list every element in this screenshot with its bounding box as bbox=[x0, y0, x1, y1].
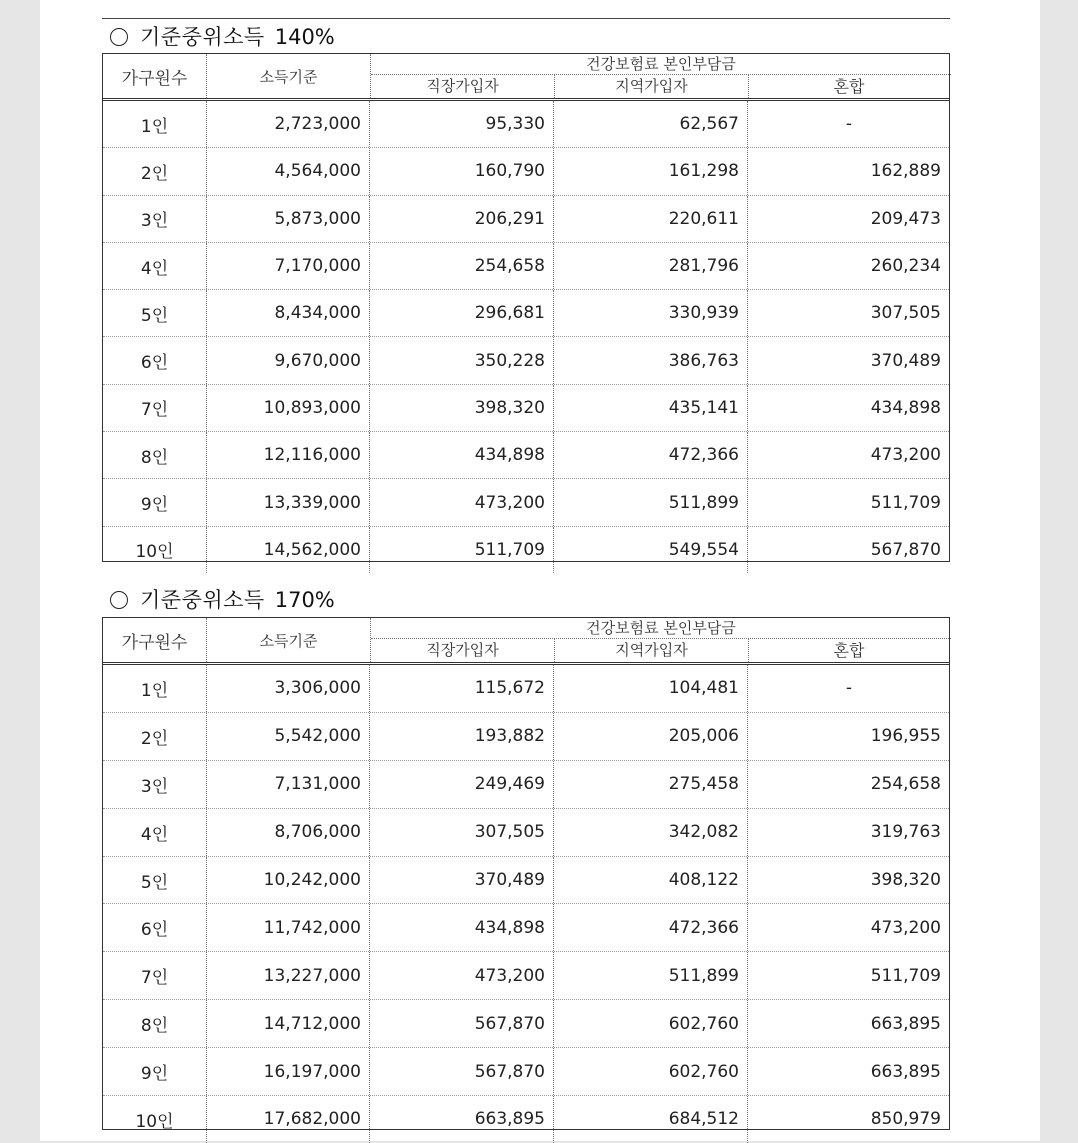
header-premium-title: 건강보험료 본인부담금 bbox=[371, 618, 951, 639]
header-household: 가구원수 bbox=[103, 54, 207, 98]
header-household: 가구원수 bbox=[103, 618, 207, 662]
cell-regional: 161,298 bbox=[555, 148, 748, 194]
table-header bbox=[103, 54, 949, 101]
cell-income: 14,712,000 bbox=[207, 1000, 370, 1047]
cell-employee: 307,505 bbox=[371, 809, 554, 856]
cell-employee: 115,672 bbox=[371, 665, 554, 712]
cell-employee: 473,200 bbox=[371, 479, 554, 525]
cell-employee: 193,882 bbox=[371, 713, 554, 760]
cell-household: 2인 bbox=[103, 713, 207, 760]
cell-mixed: 398,320 bbox=[870, 870, 941, 890]
cell-regional: 275,458 bbox=[555, 761, 748, 808]
cell-employee: 249,469 bbox=[371, 761, 554, 808]
header-income: 소득기준 bbox=[207, 54, 371, 98]
cell-employee: 160,790 bbox=[371, 148, 554, 194]
header-mixed: 혼합 bbox=[833, 77, 865, 96]
circle-bullet-icon bbox=[110, 591, 128, 609]
section-title-170 bbox=[110, 585, 335, 615]
cell-income: 10,242,000 bbox=[207, 857, 370, 904]
cell-income: 7,131,000 bbox=[207, 761, 370, 808]
cell-mixed: 850,979 bbox=[870, 1109, 941, 1130]
table-row bbox=[103, 385, 949, 432]
cell-regional: 602,760 bbox=[555, 1048, 748, 1095]
section-percent: 140% bbox=[274, 25, 335, 49]
cell-income: 13,339,000 bbox=[207, 479, 370, 525]
cell-regional: 549,554 bbox=[555, 527, 748, 573]
cell-employee: 567,870 bbox=[371, 1000, 554, 1047]
income-table-170 bbox=[102, 617, 950, 1130]
cell-mixed: 370,489 bbox=[870, 350, 941, 371]
cell-income: 8,434,000 bbox=[207, 290, 370, 336]
cell-income: 17,682,000 bbox=[207, 1096, 370, 1143]
cell-income: 8,706,000 bbox=[207, 809, 370, 856]
cell-employee: 254,658 bbox=[371, 243, 554, 289]
cell-household: 4인 bbox=[103, 243, 207, 289]
table-row bbox=[103, 337, 949, 384]
cell-income: 4,564,000 bbox=[207, 148, 370, 194]
cell-employee: 206,291 bbox=[371, 196, 554, 242]
table-body bbox=[103, 101, 949, 573]
cell-mixed: 307,505 bbox=[870, 303, 941, 324]
cell-income: 13,227,000 bbox=[207, 952, 370, 999]
cell-household: 1인 bbox=[103, 101, 207, 147]
table-row bbox=[103, 904, 949, 952]
header-regional: 지역가입자 bbox=[555, 639, 749, 662]
cell-household: 7인 bbox=[103, 952, 207, 999]
cell-employee: 473,200 bbox=[371, 952, 554, 999]
cell-employee: 398,320 bbox=[371, 385, 554, 431]
cell-income: 2,723,000 bbox=[207, 101, 370, 147]
cell-household: 4인 bbox=[103, 809, 207, 856]
cell-regional: 602,760 bbox=[555, 1000, 748, 1047]
table-row bbox=[103, 1096, 949, 1143]
cell-regional: 281,796 bbox=[555, 243, 748, 289]
income-table-140 bbox=[102, 53, 950, 562]
cell-income: 5,542,000 bbox=[207, 713, 370, 760]
table-row bbox=[103, 243, 949, 290]
cell-household: 5인 bbox=[103, 290, 207, 336]
table-row bbox=[103, 952, 949, 1000]
cell-household: 6인 bbox=[103, 904, 207, 951]
circle-bullet-icon bbox=[110, 28, 128, 46]
cell-household: 9인 bbox=[103, 479, 207, 525]
cell-mixed: - bbox=[845, 678, 853, 699]
cell-income: 9,670,000 bbox=[207, 337, 370, 383]
cell-mixed: 473,200 bbox=[870, 917, 941, 938]
cell-household: 3인 bbox=[103, 196, 207, 242]
table-body bbox=[103, 665, 949, 1143]
cell-regional: 435,141 bbox=[555, 385, 748, 431]
section-percent: 170% bbox=[274, 588, 335, 612]
cell-employee: 567,870 bbox=[371, 1048, 554, 1095]
cell-mixed: 473,200 bbox=[870, 445, 941, 466]
table-row bbox=[103, 148, 949, 195]
cell-regional: 62,567 bbox=[555, 101, 748, 147]
table-row bbox=[103, 761, 949, 809]
cell-household: 1인 bbox=[103, 665, 207, 712]
cell-income: 16,197,000 bbox=[207, 1048, 370, 1095]
cell-mixed: 567,870 bbox=[870, 539, 941, 560]
table-row bbox=[103, 432, 949, 479]
cell-regional: 342,082 bbox=[555, 809, 748, 856]
section-title-140 bbox=[110, 22, 335, 52]
cell-employee: 511,709 bbox=[371, 527, 554, 573]
table-header bbox=[103, 618, 949, 665]
table-row bbox=[103, 196, 949, 243]
cell-household: 10인 bbox=[103, 527, 207, 573]
cell-household: 10인 bbox=[103, 1096, 207, 1143]
cell-household: 3인 bbox=[103, 761, 207, 808]
header-income: 소득기준 bbox=[207, 618, 371, 662]
header-mixed: 혼합 bbox=[833, 641, 865, 660]
cell-mixed: 209,473 bbox=[870, 208, 941, 229]
cell-regional: 104,481 bbox=[555, 665, 748, 712]
cell-income: 5,873,000 bbox=[207, 196, 370, 242]
header-premium-title: 건강보험료 본인부담금 bbox=[371, 54, 951, 75]
cell-regional: 684,512 bbox=[555, 1096, 748, 1143]
cell-mixed: 162,889 bbox=[870, 161, 941, 182]
cell-regional: 511,899 bbox=[555, 952, 748, 999]
cell-household: 8인 bbox=[103, 432, 207, 478]
cell-household: 5인 bbox=[103, 857, 207, 904]
table-row bbox=[103, 101, 949, 148]
cell-income: 10,893,000 bbox=[207, 385, 370, 431]
cell-mixed: 196,955 bbox=[870, 726, 941, 747]
cell-regional: 386,763 bbox=[555, 337, 748, 383]
cell-regional: 472,366 bbox=[555, 904, 748, 951]
cell-employee: 296,681 bbox=[371, 290, 554, 336]
table-row bbox=[103, 713, 949, 761]
cell-household: 8인 bbox=[103, 1000, 207, 1047]
cell-mixed: 319,763 bbox=[870, 822, 941, 843]
table-row bbox=[103, 1048, 949, 1096]
cell-income: 3,306,000 bbox=[207, 665, 370, 712]
cell-income: 7,170,000 bbox=[207, 243, 370, 289]
cell-employee: 95,330 bbox=[371, 101, 554, 147]
header-regional: 지역가입자 bbox=[555, 75, 749, 98]
cell-income: 14,562,000 bbox=[207, 527, 370, 573]
table-row bbox=[103, 1000, 949, 1048]
cell-mixed: - bbox=[845, 114, 853, 135]
cell-mixed: 663,895 bbox=[870, 1061, 941, 1082]
cell-mixed: 254,658 bbox=[870, 774, 941, 795]
cell-employee: 434,898 bbox=[371, 904, 554, 951]
cell-regional: 408,122 bbox=[555, 857, 748, 904]
cell-employee: 434,898 bbox=[371, 432, 554, 478]
cell-household: 7인 bbox=[103, 385, 207, 431]
cell-mixed: 663,895 bbox=[870, 1013, 941, 1034]
cell-regional: 472,366 bbox=[555, 432, 748, 478]
table-row bbox=[103, 290, 949, 337]
table-row bbox=[103, 665, 949, 713]
top-rule bbox=[102, 18, 950, 19]
cell-mixed: 511,709 bbox=[870, 965, 941, 986]
table-row bbox=[103, 857, 949, 905]
section-title-text: 기준중위소득 bbox=[140, 25, 265, 49]
section-title-text: 기준중위소득 bbox=[140, 588, 265, 612]
cell-household: 9인 bbox=[103, 1048, 207, 1095]
cell-regional: 220,611 bbox=[555, 196, 748, 242]
cell-income: 12,116,000 bbox=[207, 432, 370, 478]
cell-employee: 370,489 bbox=[371, 857, 554, 904]
header-employee: 직장가입자 bbox=[371, 639, 555, 662]
table-row bbox=[103, 809, 949, 857]
table-row bbox=[103, 527, 949, 573]
cell-mixed: 511,709 bbox=[870, 492, 941, 513]
cell-household: 2인 bbox=[103, 148, 207, 194]
cell-regional: 511,899 bbox=[555, 479, 748, 525]
cell-mixed: 434,898 bbox=[870, 397, 941, 418]
header-employee: 직장가입자 bbox=[371, 75, 555, 98]
cell-regional: 330,939 bbox=[555, 290, 748, 336]
cell-employee: 350,228 bbox=[371, 337, 554, 383]
header-premium-group bbox=[371, 54, 951, 98]
cell-regional: 205,006 bbox=[555, 713, 748, 760]
header-premium-group bbox=[371, 618, 951, 662]
table-row bbox=[103, 479, 949, 526]
cell-household: 6인 bbox=[103, 337, 207, 383]
cell-mixed: 260,234 bbox=[870, 256, 941, 277]
cell-employee: 663,895 bbox=[371, 1096, 554, 1143]
cell-income: 11,742,000 bbox=[207, 904, 370, 951]
